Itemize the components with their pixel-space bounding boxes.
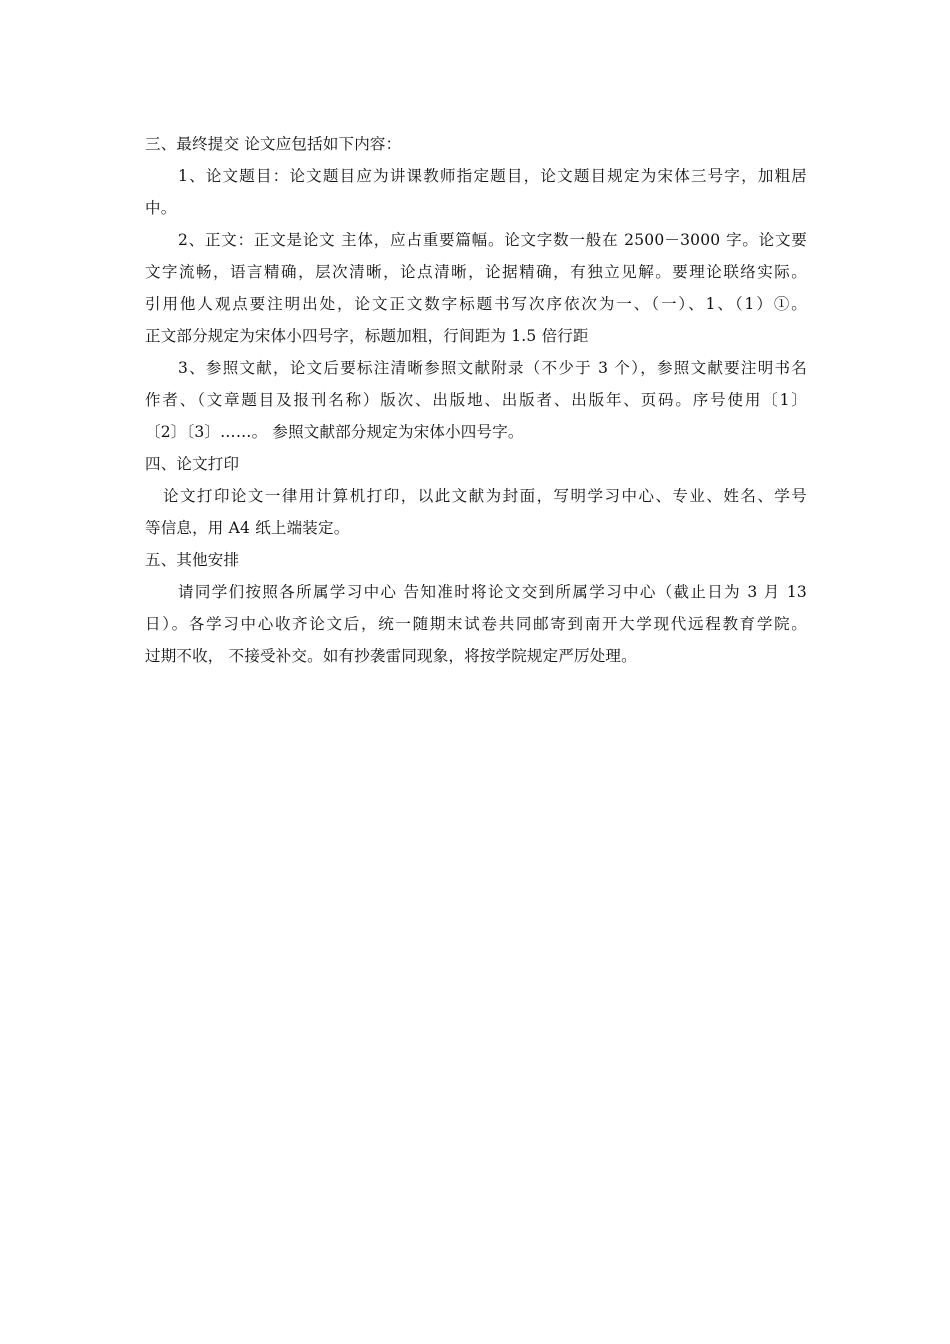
item-2-line-4: 正文部分规定为宋体小四号字，标题加粗，行间距为 1.5 倍行距 xyxy=(145,327,589,345)
section-5-line-3: 过期不收， 不接受补交。如有抄袭雷同现象，将按学院规定严厉处理。 xyxy=(145,647,637,665)
section-3-heading-text: 三、最终提交 论文应包括如下内容： xyxy=(145,135,402,153)
section-4-line-1: 论文打印论文一律用计算机打印，以此文献为封面，写明学习中心、专业、姓名、学号 xyxy=(163,487,807,505)
section-3-heading xyxy=(145,128,807,160)
item-1-line-1: 1、论文题目：论文题目应为讲课教师指定题目，论文题目规定为宋体三号字，加粗居 xyxy=(178,167,807,185)
item-2-line-1: 2、正文：正文是论文 主体，应占重要篇幅。论文字数一般在 2500－3000 字。论文要 xyxy=(178,231,807,249)
item-2-line-3: 引用他人观点要注明出处，论文正文数字标题书写次序依次为一、（一）、1、（1）①。 xyxy=(145,295,807,313)
item-3-line-3: 〔2〕〔3〕……。 参照文献部分规定为宋体小四号字。 xyxy=(145,423,524,441)
item-2-line-2: 文字流畅，语言精确，层次清晰，论点清晰，论据精确，有独立见解。要理论联络实际。 xyxy=(145,263,807,281)
section-5-heading-text: 五、其他安排 xyxy=(145,551,240,569)
item-2-paragraph xyxy=(145,224,807,352)
item-3-line-2: 作者、（文章题目及报刊名称）版次、出版地、出版者、出版年、页码。序号使用〔1〕 xyxy=(145,391,807,409)
item-3-line-1: 3、参照文献，论文后要标注清晰参照文献附录（不少于 3 个），参照文献要注明书名 xyxy=(178,359,807,377)
section-4-heading-text: 四、论文打印 xyxy=(145,455,240,473)
item-1-line-2: 中。 xyxy=(145,199,177,217)
item-1-paragraph xyxy=(145,160,807,224)
section-4-line-2: 等信息，用 A4 纸上端装定。 xyxy=(145,519,350,537)
section-5-line-2: 日）。各学习中心收齐论文后，统一随期末试卷共同邮寄到南开大学现代远程教育学院。 xyxy=(145,615,807,633)
document-body xyxy=(145,128,807,672)
section-5-line-1: 请同学们按照各所属学习中心 告知准时将论文交到所属学习中心（截止日为 3 月 13 xyxy=(178,583,807,601)
section-4-heading xyxy=(145,448,807,480)
section-5-paragraph xyxy=(145,576,807,672)
item-3-paragraph xyxy=(145,352,807,448)
section-4-paragraph xyxy=(145,480,807,544)
section-5-heading xyxy=(145,544,807,576)
